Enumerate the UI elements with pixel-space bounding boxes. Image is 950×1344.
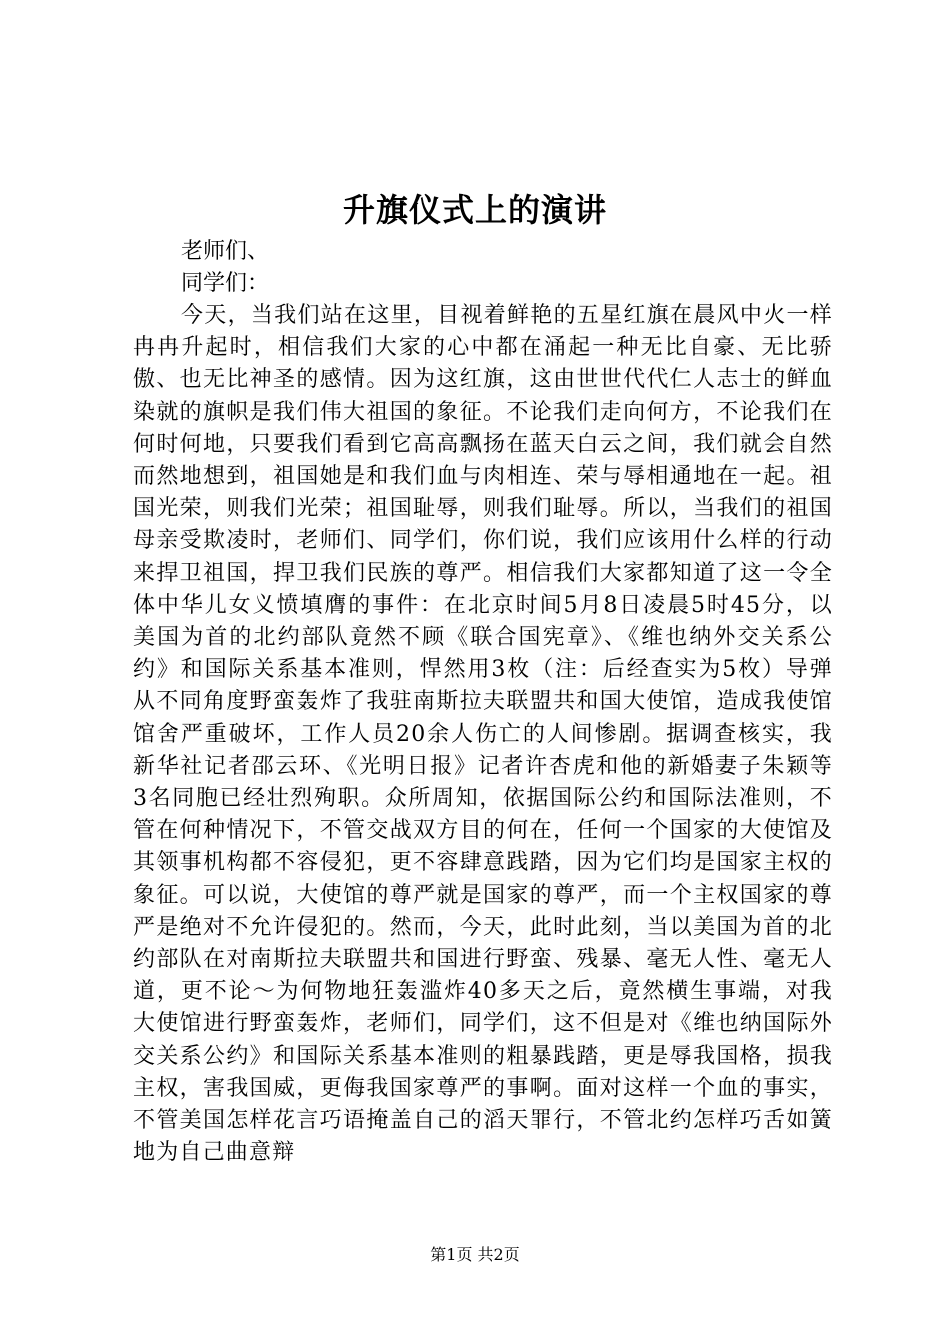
salutation-students: 同学们： — [181, 271, 270, 296]
document-title: 升旗仪式上的演讲 — [342, 191, 607, 229]
salutation-teachers: 老师们、 — [181, 239, 270, 264]
speech-body-paragraph: 今天，当我们站在这里，目视着鲜艳的五星红旗在晨风中火一样冉冉升起时，相信我们大家的心中都在涌起一种无比自豪、无比骄傲、也无比神圣的感情。因为这红旗，这由世世代代仁人志士的鲜血染就的旗帜是我们伟大祖国的象征。不论我们走向何方，不论我们在何时何地，只要我们看到它高高飘扬在蓝天白云之间，我们就会自然而然地想到，祖国她是和我们血与肉相连、荣与辱相通地在一起。祖国光荣，则我们光荣；祖国耻辱，则我们耻辱。所以，当我们的祖国母亲受欺凌时，老师们、同学们，你们说，我们应该用什么样的行动来捍卫祖国，捍卫我们民族的尊严。相信我们大家都知道了这一令全体中华儿女义愤填膺的事件：在北京时间5月8日凌晨5时45分，以美国为首的北约部队竟然不顾《联合国宪章》、《维也纳外交关系公约》和国际关系基本准则，悍然用3枚（注：后经查实为5枚）导弹从不同角度野蛮轰炸了我驻南斯拉夫联盟共和国大使馆，造成我使馆馆舍严重破坏，工作人员20余人伤亡的人间惨剧。据调查核实，我新华社记者邵云环、《光明日报》记者许杏虎和他的新婚妻子朱颖等3名同胞已经壮烈殉职。众所周知，依据国际公约和国际法准则，不管在何种情况下，不管交战双方目的何在，任何一个国家的大使馆及其领事机构都不容侵犯，更不容肆意践踏，因为它们均是国家主权的象征。可以说，大使馆的尊严就是国家的尊严，而一个主权国家的尊严是绝对不允许侵犯的。然而，今天，此时此刻，当以美国为首的北约部队在对南斯拉夫联盟共和国进行野蛮、残暴、毫无人性、毫无人道，更不论～为何物地狂轰滥炸40多天之后，竟然横生事端，对我大使馆进行野蛮轰炸，老师们，同学们，这不但是对《维也纳国际外交关系公约》和国际关系基本准则的粗暴践踏，更是辱我国格，损我主权，害我国威，更侮我国家尊严的事啊。面对这样一个血的事实，不管美国怎样花言巧语掩盖自己的滔天罪行，不管北约怎样巧舌如簧地为自己曲意辩 — [133, 303, 833, 1166]
page-footer: 第1页 共2页 — [430, 1245, 520, 1264]
